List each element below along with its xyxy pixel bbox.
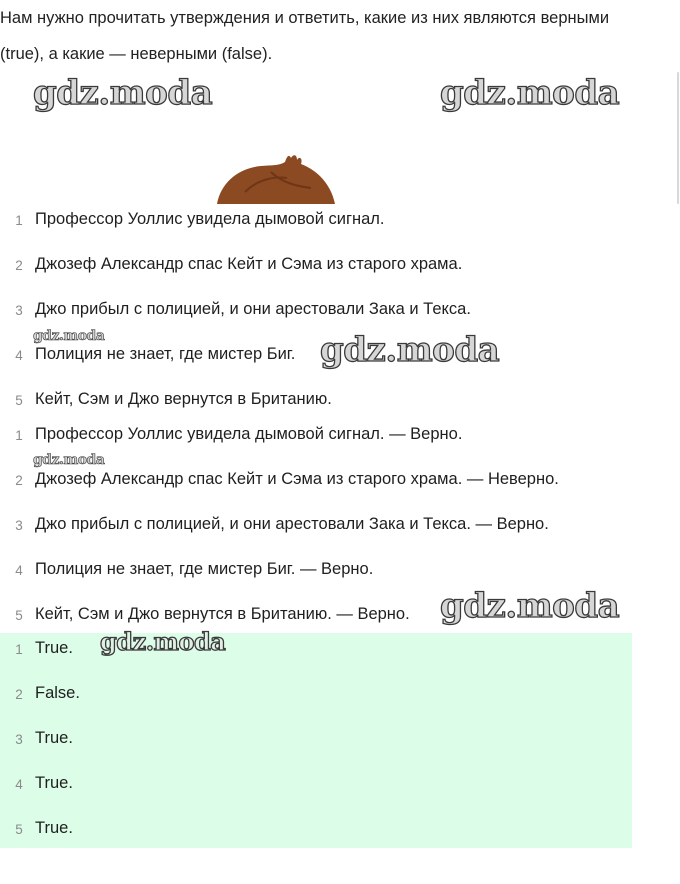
intro-text: Нам нужно прочитать утверждения и ответить, какие из них являются верными (true), а какие — неверными (false). <box>0 9 610 63</box>
item-number: 4 <box>15 777 23 792</box>
item-number: 1 <box>15 213 23 228</box>
item-number: 3 <box>15 303 23 318</box>
answers-list <box>0 629 680 854</box>
watermark-logo: gdz.moda <box>320 330 500 370</box>
item-number: 5 <box>15 608 23 623</box>
item-text: Джо прибыл с полицией, и они арестовали Зака и Текса. <box>35 300 471 318</box>
list-item <box>0 245 680 290</box>
item-text: False. <box>35 684 80 702</box>
watermark-logo: gdz.moda <box>100 627 226 656</box>
scrollbar[interactable] <box>677 72 679 204</box>
item-text: Полиция не знает, где мистер Биг. <box>35 345 296 363</box>
item-number: 4 <box>15 563 23 578</box>
list-item <box>0 674 680 719</box>
watermark-logo: gdz.moda <box>33 452 105 468</box>
list-item <box>0 505 680 550</box>
item-text: Полиция не знает, где мистер Биг. — Верно. <box>35 560 374 578</box>
watermark-logo: gdz.moda <box>440 73 620 113</box>
item-text: True. <box>35 774 73 792</box>
item-text: True. <box>35 729 73 747</box>
item-text: True. <box>35 639 73 657</box>
item-number: 3 <box>15 732 23 747</box>
watermark-logo: gdz.moda <box>33 328 105 344</box>
list-item <box>0 764 680 809</box>
watermark-logo: gdz.moda <box>440 586 620 626</box>
character-hair-illustration <box>215 152 337 204</box>
item-number: 2 <box>15 687 23 702</box>
list-item <box>0 200 680 245</box>
item-number: 1 <box>15 428 23 443</box>
statements-list <box>0 200 680 425</box>
watermark-logo: gdz.moda <box>33 73 213 113</box>
item-number: 1 <box>15 642 23 657</box>
list-item <box>0 809 680 854</box>
item-text: Кейт, Сэм и Джо вернутся в Британию. — Верно. <box>35 605 410 623</box>
item-number: 4 <box>15 348 23 363</box>
answers-panel <box>0 633 632 848</box>
item-text: Джозеф Александр спас Кейт и Сэма из старого храма. — Неверно. <box>35 470 559 488</box>
item-text: Кейт, Сэм и Джо вернутся в Британию. <box>35 390 332 408</box>
item-text: Джозеф Александр спас Кейт и Сэма из старого храма. <box>35 255 463 273</box>
item-text: True. <box>35 819 73 837</box>
item-number: 5 <box>15 393 23 408</box>
list-item <box>0 719 680 764</box>
item-number: 2 <box>15 258 23 273</box>
item-text: Профессор Уоллис увидела дымовой сигнал. — Верно. <box>35 425 463 443</box>
item-number: 5 <box>15 822 23 837</box>
item-text: Джо прибыл с полицией, и они арестовали Зака и Текса. — Верно. <box>35 515 549 533</box>
item-number: 3 <box>15 518 23 533</box>
item-number: 2 <box>15 473 23 488</box>
item-text: Профессор Уоллис увидела дымовой сигнал. <box>35 210 385 228</box>
